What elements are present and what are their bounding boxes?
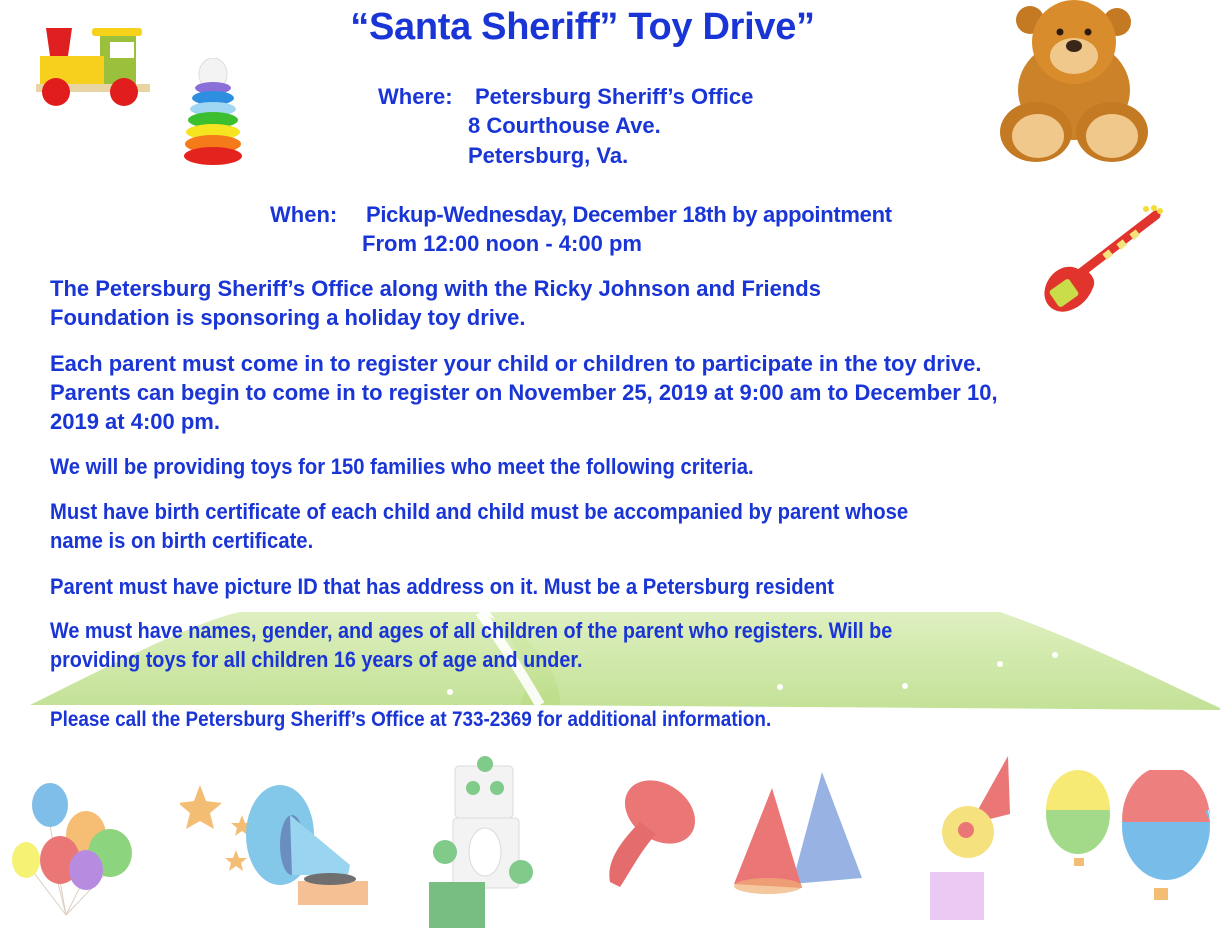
jack-in-the-box-icon xyxy=(920,752,1020,932)
paragraph-sponsor-line-2: Foundation is sponsoring a holiday toy drive. xyxy=(50,305,526,330)
when-line-2: From 12:00 noon - 4:00 pm xyxy=(362,231,642,256)
paragraph-register-line-3: 2019 at 4:00 pm. xyxy=(50,409,220,434)
paragraph-register-line-1: Each parent must come in to register your child or children to participate in the toy drive. xyxy=(50,351,982,376)
where-line-2: 8 Courthouse Ave. xyxy=(468,113,661,138)
paragraph-families: We will be providing toys for 150 families who meet the following criteria. xyxy=(50,454,754,479)
paragraph-register-line-2: Parents can begin to come in to register on November 25, 2019 at 9:00 am to December 10, xyxy=(50,380,998,405)
party-hats-icon xyxy=(732,768,872,898)
stacking-rings-icon xyxy=(182,58,244,168)
when-line-1: Pickup-Wednesday, December 18th by appointment xyxy=(366,202,892,227)
toy-guitar-icon xyxy=(1038,205,1164,317)
when-label: When: xyxy=(270,202,338,227)
paragraph-contact: Please call the Petersburg Sheriff’s Office at 733-2369 for additional information. xyxy=(50,708,772,731)
gramophone-icon xyxy=(180,775,380,915)
paragraph-sponsor-line-1: The Petersburg Sheriff’s Office along with the Ricky Johnson and Friends xyxy=(50,276,821,301)
paragraph-children-info-line-2: providing toys for all children 16 years of age and under. xyxy=(50,647,583,672)
paragraph-picture-id: Parent must have picture ID that has address on it. Must be a Petersburg resident xyxy=(50,574,834,599)
hot-air-balloons-icon xyxy=(1042,770,1212,910)
where-label: Where: xyxy=(378,84,453,109)
party-horn-icon xyxy=(600,762,710,902)
balloons-icon xyxy=(6,765,146,925)
paragraph-children-info-line-1: We must have names, gender, and ages of all children of the parent who registers. Will be xyxy=(50,618,893,643)
robot-icon xyxy=(425,752,545,932)
where-line-3: Petersburg, Va. xyxy=(468,143,629,168)
paragraph-birth-cert-line-2: name is on birth certificate. xyxy=(50,528,314,553)
where-line-1: Petersburg Sheriff’s Office xyxy=(475,84,754,109)
flyer-title: “Santa Sheriff” Toy Drive” xyxy=(350,6,815,48)
paragraph-birth-cert-line-1: Must have birth certificate of each child and child must be accompanied by parent whose xyxy=(50,499,909,524)
